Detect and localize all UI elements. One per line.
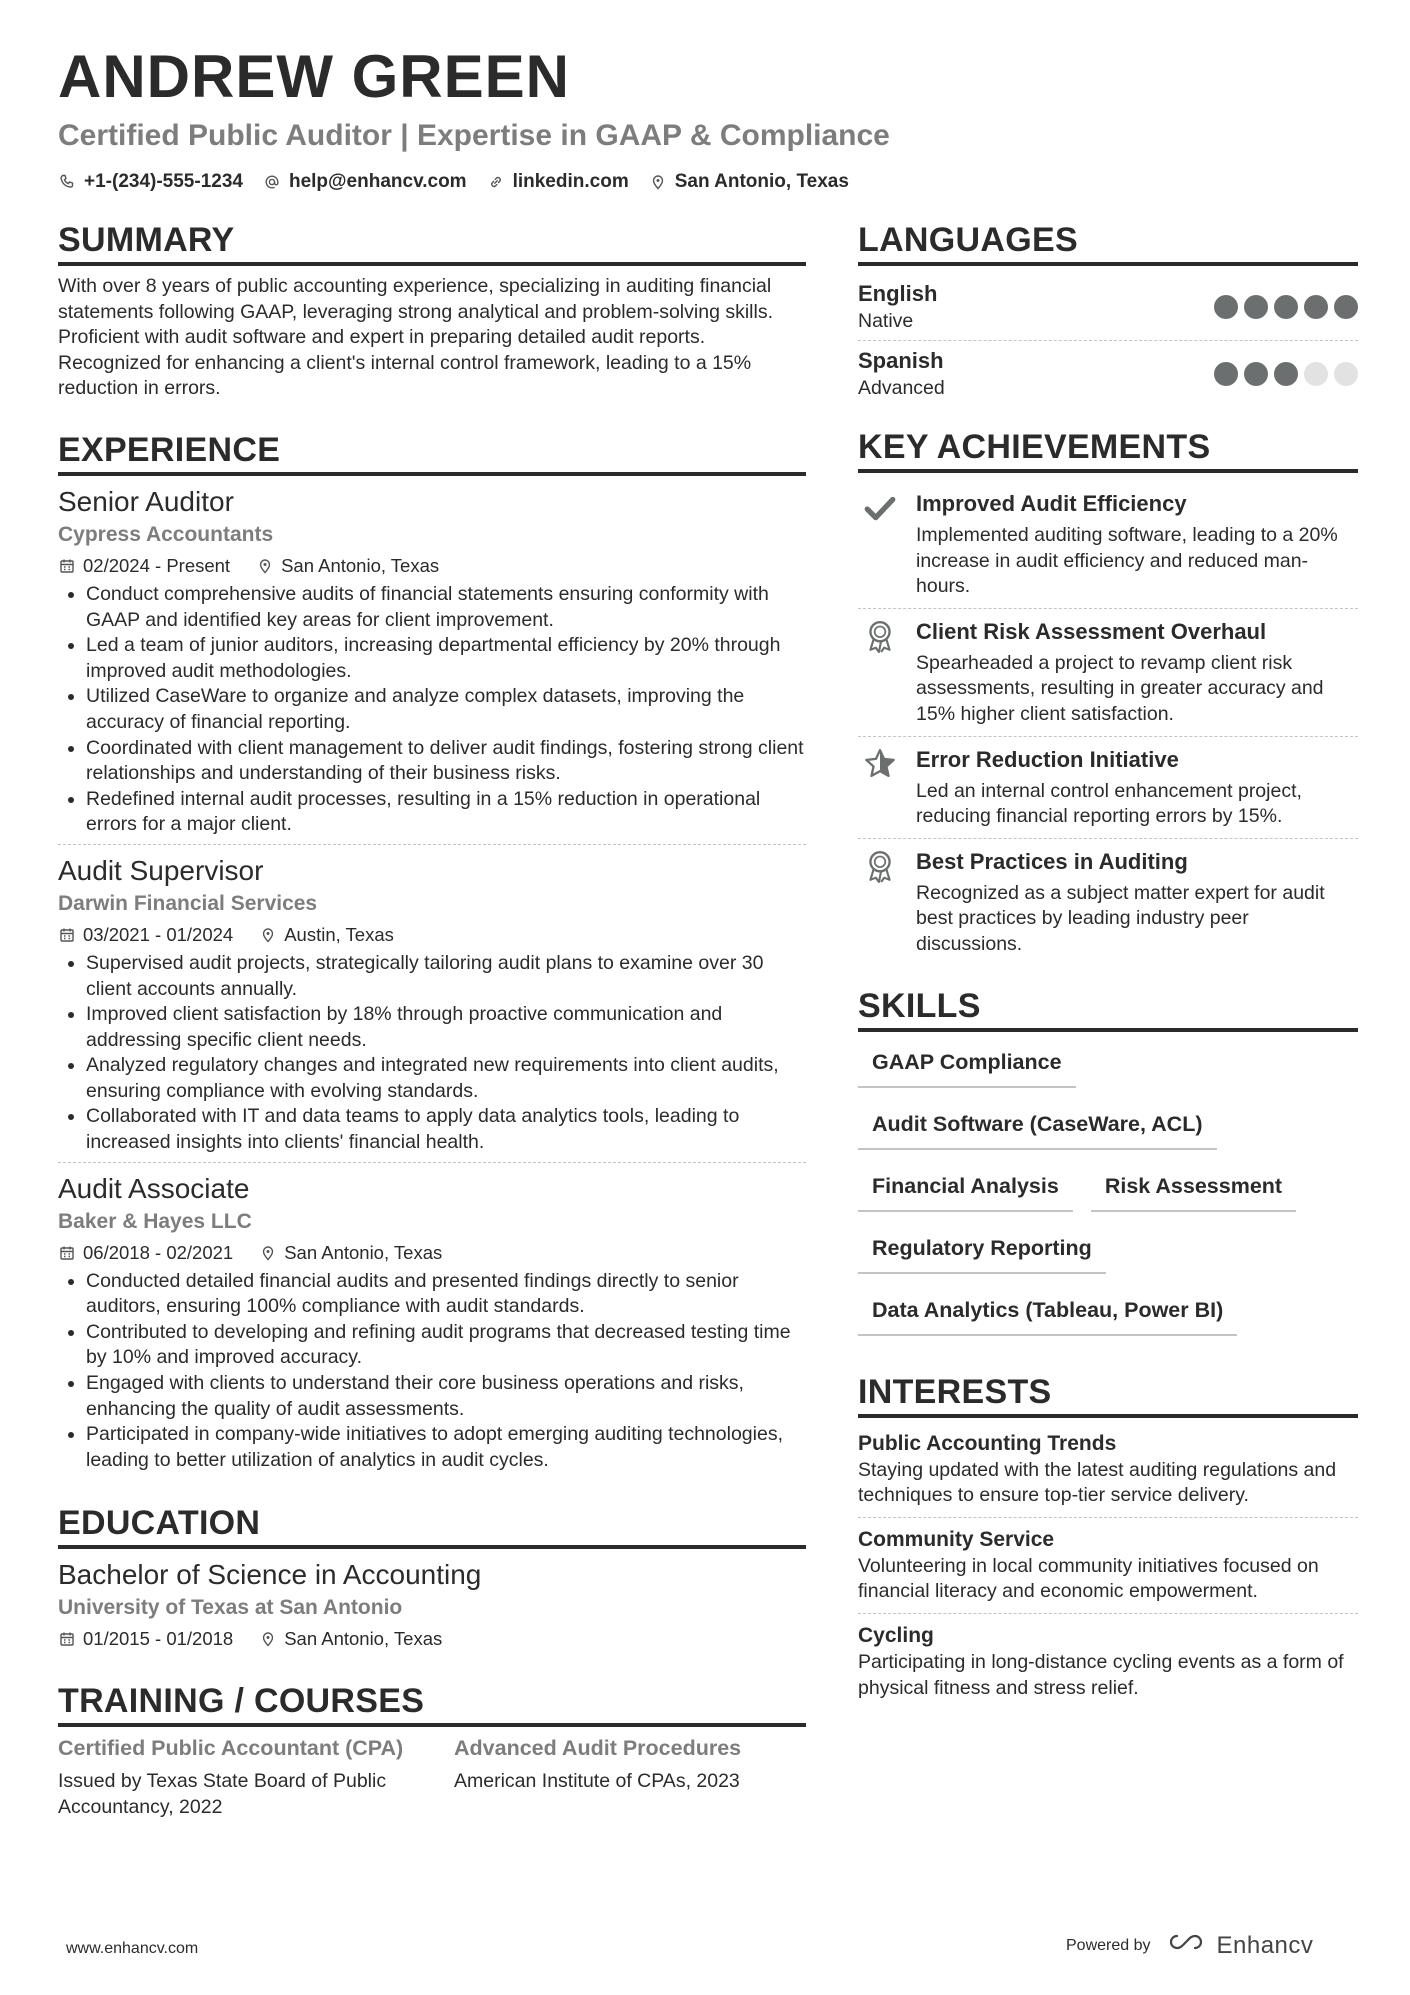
job-dates [58, 1239, 233, 1267]
job-bullet: • Engaged with clients to understand their core business operations and risks, enhancing the quality of audit assessments. [86, 1371, 806, 1422]
training-title: TRAINING / COURSES [58, 1679, 806, 1727]
at-icon [263, 173, 281, 191]
brand-logo[interactable] [1163, 1930, 1314, 1961]
school-name: University of Texas at San Antonio [58, 1596, 403, 1620]
location-icon [259, 1244, 277, 1262]
location-icon [259, 926, 277, 944]
skills-title: SKILLS [858, 984, 1358, 1032]
candidate-name: ANDREW GREEN [58, 43, 571, 110]
job-location-text: Austin, Texas [284, 923, 394, 945]
job-location [256, 552, 439, 580]
rating-dot-filled [1244, 295, 1268, 319]
job-location [259, 921, 394, 949]
achievement-desc: Recognized as a subject matter expert for audit best practices by leading industry peer discussions. [916, 881, 1325, 955]
education-section [58, 1501, 806, 1653]
skill-tag: Financial Analysis [858, 1168, 1073, 1212]
job-entry [58, 484, 806, 844]
interest-title: Community Service [858, 1527, 1055, 1551]
achievement-title: Client Risk Assessment Overhaul [916, 618, 1267, 644]
achievements-section [858, 425, 1358, 966]
experience-title: EXPERIENCE [58, 428, 806, 476]
calendar-icon [58, 557, 76, 575]
job-bullet: • Coordinated with client management to deliver audit findings, fostering strong client relationships and understanding of their business risks. [86, 736, 806, 787]
headline: Certified Public Auditor | Expertise in GAAP & Compliance [58, 119, 890, 152]
company-name: Baker & Hayes LLC [58, 1209, 252, 1233]
language-item [858, 340, 1358, 407]
achievement-item [858, 736, 1358, 838]
company-name: Cypress Accountants [58, 522, 274, 546]
achievement-desc: Implemented auditing software, leading to a 20% increase in audit efficiency and reduced man-hours. [916, 524, 1338, 598]
language-rating [1214, 295, 1358, 319]
job-dates-text: 02/2024 - Present [83, 554, 231, 576]
rating-dot-filled [1214, 362, 1238, 386]
contact-email[interactable] [263, 168, 467, 196]
contact-email-text: help@enhancv.com [288, 171, 467, 192]
interest-title: Public Accounting Trends [858, 1431, 1117, 1455]
interest-item [858, 1426, 1358, 1517]
skills-section [858, 984, 1358, 1336]
education-location-text: San Antonio, Texas [284, 1628, 443, 1650]
education-meta [58, 1625, 806, 1653]
interest-desc: Volunteering in local community initiatives focused on financial literacy and economic empowerment. [858, 1554, 1319, 1603]
education-dates-text: 01/2015 - 01/2018 [83, 1628, 234, 1650]
summary-section [58, 218, 806, 402]
achievement-desc: Spearheaded a project to revamp client risk assessments, resulting in greater accuracy and 15% higher client satisfaction. [916, 651, 1324, 725]
language-level: Native [858, 310, 914, 332]
enhancv-logo-icon [1163, 1930, 1209, 1961]
left-column [58, 218, 806, 1821]
calendar-icon [58, 1244, 76, 1262]
job-title: Audit Associate [58, 1172, 250, 1204]
interest-item [858, 1517, 1358, 1613]
course-title: Advanced Audit Procedures [454, 1736, 742, 1761]
language-name: English [858, 281, 938, 306]
job-bullet: • Contributed to developing and refining audit programs that decreased testing time by 10% and improved accuracy. [86, 1320, 806, 1371]
job-dates [58, 552, 230, 580]
phone-icon [58, 173, 76, 191]
skill-tag: GAAP Compliance [858, 1044, 1076, 1088]
interest-desc: Participating in long-distance cycling events as a form of physical fitness and stress relief. [858, 1650, 1344, 1699]
skill-tag: Audit Software (CaseWare, ACL) [858, 1106, 1217, 1150]
powered-by-label: Powered by [1066, 1936, 1151, 1954]
education-location [259, 1625, 442, 1653]
degree: Bachelor of Science in Accounting [58, 1559, 482, 1591]
language-name: Spanish [858, 348, 944, 373]
rating-dot-filled [1214, 295, 1238, 319]
calendar-icon [58, 1630, 76, 1648]
job-meta [58, 552, 806, 580]
language-level: Advanced [858, 377, 945, 399]
rating-dot-empty [1304, 362, 1328, 386]
link-icon [487, 173, 505, 191]
contact-linkedin-text: linkedin.com [512, 171, 629, 192]
interests-title: INTERESTS [858, 1370, 1358, 1418]
calendar-icon [58, 926, 76, 944]
achievement-title: Error Reduction Initiative [916, 746, 1179, 772]
languages-section [858, 218, 1358, 407]
job-bullets [58, 1269, 806, 1474]
rating-dot-empty [1334, 362, 1358, 386]
course-item [58, 1735, 410, 1820]
rating-dot-filled [1304, 295, 1328, 319]
job-bullet: • Redefined internal audit processes, resulting in a 15% reduction in operational errors for a major client. [86, 787, 806, 838]
job-title: Senior Auditor [58, 485, 234, 517]
job-bullet: • Participated in company-wide initiatives to adopt emerging auditing technologies, leading to better utilization of analytics in audit cycles. [86, 1422, 806, 1473]
contact-location [649, 168, 849, 196]
experience-section [58, 428, 806, 1479]
skill-tag: Data Analytics (Tableau, Power BI) [858, 1292, 1237, 1336]
language-item [858, 274, 1358, 340]
rating-dot-filled [1244, 362, 1268, 386]
job-entry [58, 1162, 806, 1480]
course-list [58, 1735, 806, 1820]
achievement-title: Improved Audit Efficiency [916, 491, 1187, 516]
checkmark-icon [858, 489, 902, 600]
contact-location-text: San Antonio, Texas [674, 171, 849, 192]
job-bullet: • Improved client satisfaction by 18% through proactive communication and addressing specific client needs. [86, 1002, 806, 1053]
job-dates-text: 03/2021 - 01/2024 [83, 923, 234, 945]
job-meta [58, 1239, 806, 1267]
job-entry [58, 844, 806, 1162]
brand-name: Enhancv [1216, 1931, 1314, 1959]
contact-bar [58, 168, 849, 196]
course-desc: Issued by Texas State Board of Public Accountancy, 2022 [58, 1770, 387, 1818]
award-ribbon-icon [858, 617, 902, 728]
achievement-item [858, 838, 1358, 966]
job-bullet: • Supervised audit projects, strategically tailoring audit plans to examine over 30 client accounts annually. [86, 951, 806, 1002]
course-title: Certified Public Accountant (CPA) [58, 1736, 404, 1761]
languages-title: LANGUAGES [858, 218, 1358, 266]
training-section [58, 1679, 806, 1820]
job-dates [58, 921, 233, 949]
job-bullet: • Analyzed regulatory changes and integrated new requirements into client audits, ensuring compliance with evolving standards. [86, 1053, 806, 1104]
contact-phone-text: +1-(234)-555-1234 [84, 171, 243, 192]
interest-item [858, 1613, 1358, 1709]
job-bullet: • Led a team of junior auditors, increasing departmental efficiency by 20% through improved audit methodologies. [86, 633, 806, 684]
footer-branding [1066, 1930, 1313, 1961]
achievement-title: Best Practices in Auditing [916, 848, 1188, 874]
rating-dot-filled [1274, 295, 1298, 319]
education-dates [58, 1625, 233, 1653]
job-meta [58, 921, 806, 949]
interest-title: Cycling [858, 1623, 934, 1647]
job-dates-text: 06/2018 - 02/2021 [83, 1241, 234, 1263]
job-location-text: San Antonio, Texas [281, 554, 440, 576]
award-ribbon-icon [858, 847, 902, 958]
rating-dot-filled [1334, 295, 1358, 319]
achievements-title: KEY ACHIEVEMENTS [858, 425, 1358, 473]
interests-section [858, 1370, 1358, 1710]
achievement-item [858, 481, 1358, 608]
summary-title: SUMMARY [58, 218, 806, 266]
skill-tag: Regulatory Reporting [858, 1230, 1106, 1274]
job-bullet: • Conduct comprehensive audits of financial statements ensuring conformity with GAAP and identified key areas for client improvement. [86, 582, 806, 633]
job-bullet: • Collaborated with IT and data teams to apply data analytics tools, leading to increased insights into clients' financial health. [86, 1104, 806, 1155]
skill-list [858, 1040, 1358, 1336]
location-icon [256, 557, 274, 575]
right-column [858, 218, 1358, 1709]
job-location [259, 1239, 442, 1267]
job-title: Audit Supervisor [58, 854, 264, 886]
rating-dot-filled [1274, 362, 1298, 386]
job-location-text: San Antonio, Texas [284, 1241, 443, 1263]
job-bullet: • Utilized CaseWare to organize and analyze complex datasets, improving the accuracy of financial reporting. [86, 684, 806, 735]
job-bullet: • Conducted detailed financial audits and presented findings directly to senior auditors, ensuring 100% compliance with audit standards. [86, 1269, 806, 1320]
interest-desc: Staying updated with the latest auditing regulations and techniques to ensure top-tier service delivery. [858, 1458, 1337, 1507]
language-rating [1214, 362, 1358, 386]
skill-tag: Risk Assessment [1091, 1168, 1296, 1212]
summary-text: With over 8 years of public accounting experience, specializing in auditing financial statements following GAAP, leveraging strong analytical and problem-solving skills. Proficient with audit software and expert in preparing detailed audit reports. Recognized for enhancing a client's internal control framework, leading to a 15% reduction in errors. [58, 275, 773, 400]
job-bullets [58, 951, 806, 1156]
footer-website[interactable]: www.enhancv.com [66, 1940, 199, 1957]
location-icon [259, 1630, 277, 1648]
achievement-item [858, 608, 1358, 736]
course-item [454, 1735, 806, 1820]
contact-phone[interactable] [58, 168, 243, 196]
contact-linkedin[interactable] [487, 168, 629, 196]
location-icon [649, 173, 667, 191]
achievement-desc: Led an internal control enhancement project, reducing financial reporting errors by 15%. [916, 779, 1302, 828]
star-icon [858, 745, 902, 830]
course-desc: American Institute of CPAs, 2023 [454, 1770, 740, 1793]
job-bullets [58, 582, 806, 838]
company-name: Darwin Financial Services [58, 891, 318, 915]
education-title: EDUCATION [58, 1501, 806, 1549]
